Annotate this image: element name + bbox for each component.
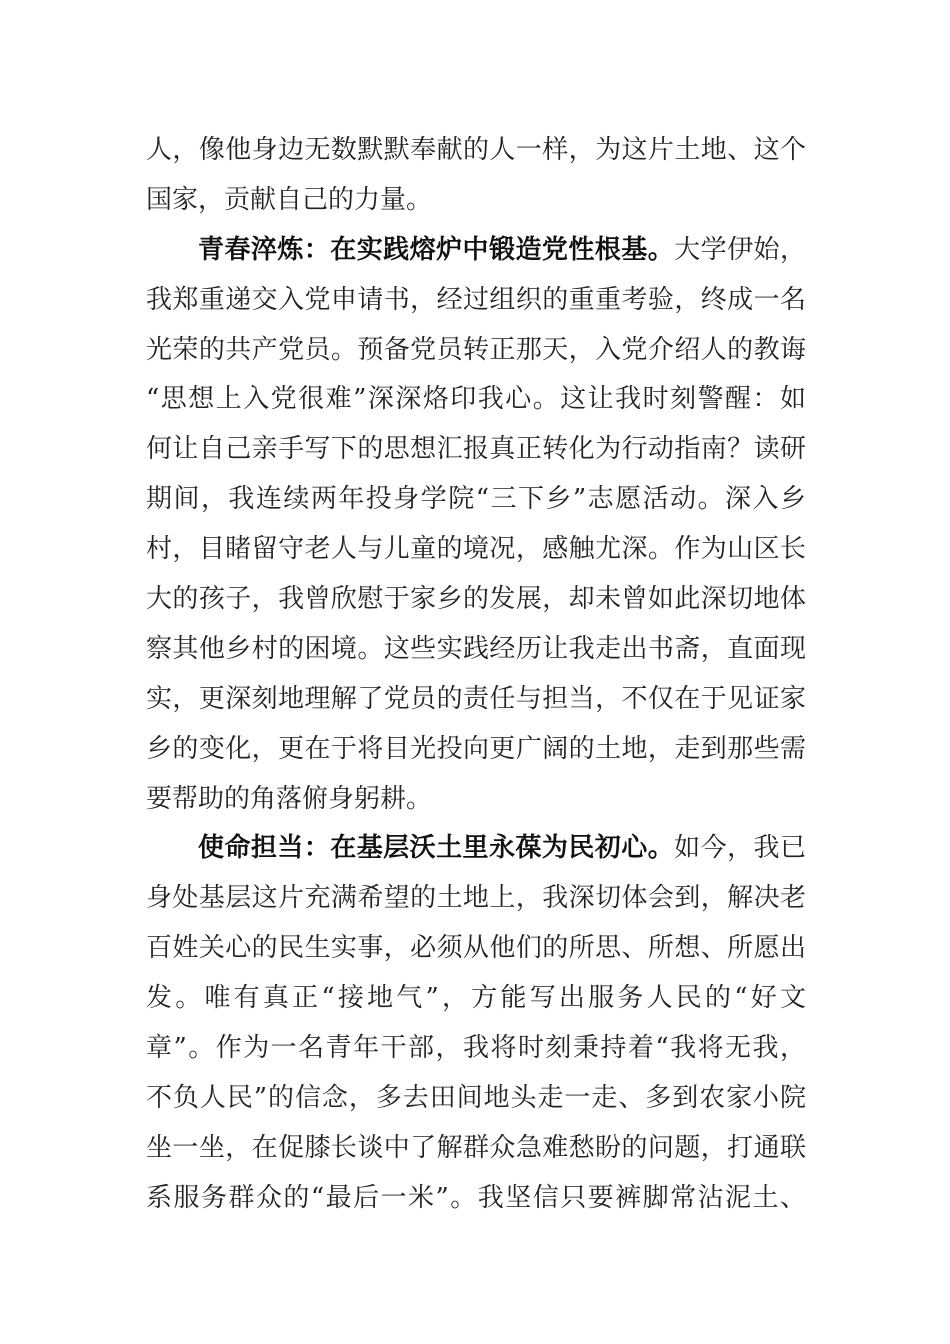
text-run: 大学伊始， bbox=[674, 234, 806, 265]
text-line: 系服务群众的“最后一米”。我坚信只要裤脚常沾泥土、 bbox=[146, 1182, 806, 1213]
text-line: 国家，贡献自己的力量。 bbox=[146, 184, 433, 215]
text-line: 要帮助的角落俯身躬耕。 bbox=[146, 783, 433, 814]
text-line: 身处基层这片充满希望的土地上，我深切体会到，解决老 bbox=[146, 883, 806, 914]
text-line: 何让自己亲手写下的思想汇报真正转化为行动指南？读研 bbox=[146, 434, 806, 465]
text-line: 村，目睹留守老人与儿童的境况，感触尤深。作为山区长 bbox=[146, 534, 806, 565]
paragraph-first-line bbox=[146, 226, 806, 276]
text-line: 乡的变化，更在于将目光投向更广阔的土地，走到那些需 bbox=[146, 733, 806, 764]
text-line: 察其他乡村的困境。这些实践经历让我走出书斋，直面现 bbox=[146, 633, 806, 664]
text-run: 如今，我已 bbox=[674, 833, 806, 864]
text-line: 不负人民”的信念，多去田间地头走一走、多到农家小院 bbox=[146, 1082, 806, 1113]
section-heading: 青春淬炼：在实践熔炉中锻造党性根基。 bbox=[198, 234, 675, 265]
text-line: 实，更深刻地理解了党员的责任与担当，不仅在于见证家 bbox=[146, 683, 806, 714]
text-line: 光荣的共产党员。预备党员转正那天，入党介绍人的教诲 bbox=[146, 334, 806, 365]
text-line: 章”。作为一名青年干部，我将时刻秉持着“我将无我， bbox=[146, 1033, 806, 1064]
text-line: 发。唯有真正“接地气”，方能写出服务人民的“好文 bbox=[146, 983, 806, 1014]
paragraph-first-line bbox=[146, 824, 806, 874]
section-heading: 使命担当：在基层沃土里永葆为民初心。 bbox=[198, 833, 675, 864]
text-line: “思想上入党很难”深深烙印我心。这让我时刻警醒：如 bbox=[146, 384, 806, 415]
text-line: 百姓关心的民生实事，必须从他们的所思、所想、所愿出 bbox=[146, 933, 806, 964]
text-line: 人，像他身边无数默默奉献的人一样，为这片土地、这个 bbox=[146, 135, 806, 165]
text-line: 坐一坐，在促膝长谈中了解群众急难愁盼的问题，打通联 bbox=[146, 1132, 806, 1163]
document-body bbox=[146, 126, 806, 1224]
text-line: 大的孩子，我曾欣慰于家乡的发展，却未曾如此深切地体 bbox=[146, 584, 806, 615]
text-line: 期间，我连续两年投身学院“三下乡”志愿活动。深入乡 bbox=[146, 484, 806, 515]
text-line: 我郑重递交入党申请书，经过组织的重重考验，终成一名 bbox=[146, 284, 806, 315]
